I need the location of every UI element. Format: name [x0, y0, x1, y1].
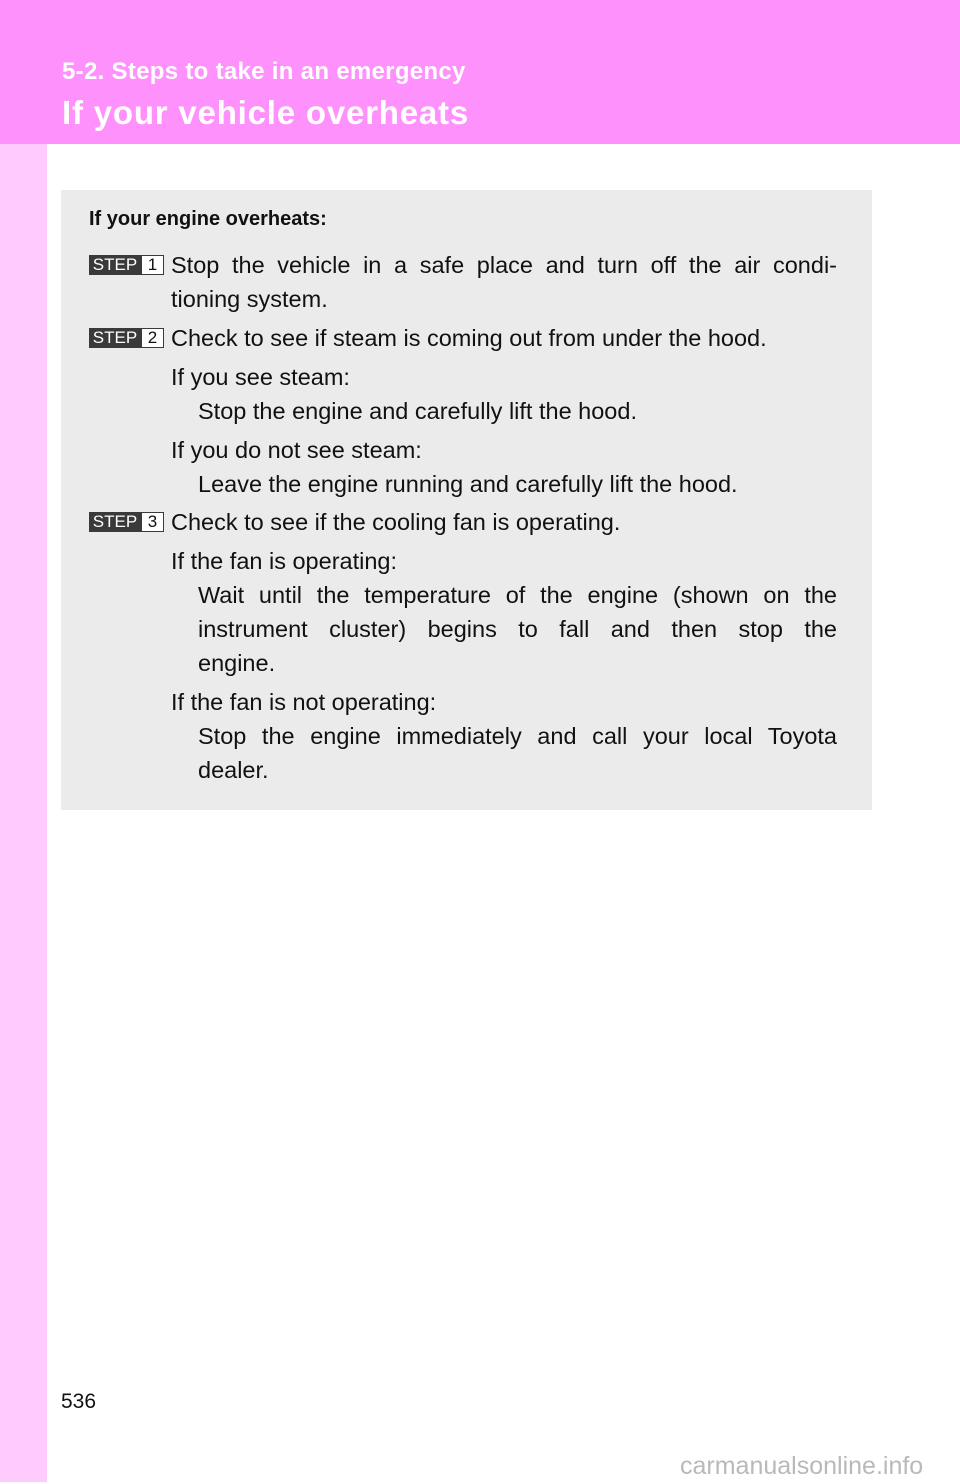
step-2-condition-2: If you do not see steam:: [171, 437, 422, 463]
step-2-action-2: Leave the engine running and carefully lift the hood.: [198, 471, 738, 497]
step-3-action-1-line-2: instrument cluster) begins to fall and then stop the: [198, 616, 837, 642]
side-strip: [0, 144, 47, 1482]
step-word: STEP: [89, 255, 141, 275]
step-1-text-line-1: Stop the vehicle in a safe place and turn off the air condi-: [171, 252, 837, 278]
box-heading: If your engine overheats:: [89, 208, 327, 230]
step-3-action-1-line-1: Wait until the temperature of the engine (shown on the: [198, 582, 837, 608]
step-3-condition-2: If the fan is not operating:: [171, 689, 437, 715]
section-label: 5-2. Steps to take in an emergency: [62, 58, 466, 85]
step-word: STEP: [89, 328, 141, 348]
page-header: [0, 0, 960, 144]
page-title: If your vehicle overheats: [62, 94, 469, 131]
step-2-action-1: Stop the engine and carefully lift the hood.: [198, 398, 637, 424]
step-2-condition-1: If you see steam:: [171, 364, 350, 390]
watermark: carmanualsonline.info: [680, 1452, 924, 1480]
step-3-action-2-line-2: dealer.: [198, 757, 269, 783]
page-number: 536: [61, 1390, 97, 1413]
step-3-condition-1: If the fan is operating:: [171, 548, 398, 574]
step-2-badge: [89, 328, 164, 348]
step-number: 2: [141, 328, 164, 348]
step-number: 3: [141, 512, 164, 532]
step-3-text: Check to see if the cooling fan is operating.: [171, 509, 621, 535]
step-3-action-1-line-3: engine.: [198, 650, 276, 676]
step-word: STEP: [89, 512, 141, 532]
step-3-action-2-line-1: Stop the engine immediately and call your local Toyota: [198, 723, 837, 749]
instructions-box: [61, 190, 872, 810]
step-3-badge: [89, 512, 164, 532]
step-number: 1: [141, 255, 164, 275]
step-1-badge: [89, 255, 164, 275]
step-1-text-line-2: tioning system.: [171, 286, 328, 312]
step-2-text: Check to see if steam is coming out from under the hood.: [171, 325, 767, 351]
